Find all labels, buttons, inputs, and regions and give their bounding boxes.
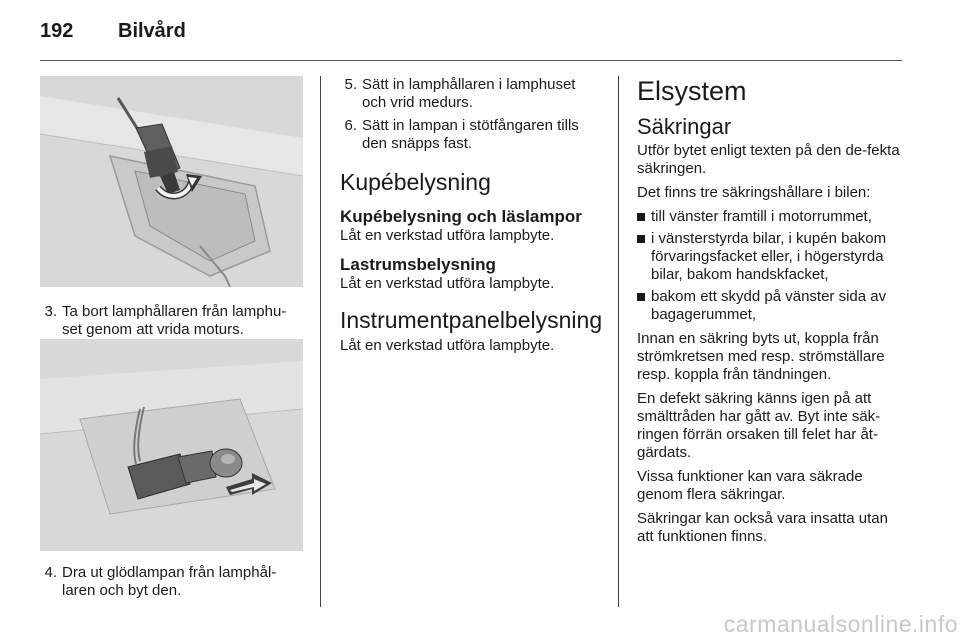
paragraph: Det finns tre säkringshållare i bilen: — [637, 184, 871, 201]
block-kupe-lasl — [340, 207, 602, 245]
step-number: 5. — [344, 76, 357, 93]
block-lastrum — [340, 255, 602, 293]
step-text: Dra ut glödlampan från lamphål-laren och byt den. — [62, 564, 277, 599]
list-item: bakom ett skydd på vänster sida av bagagerummet, — [637, 288, 902, 324]
step-text: Sätt in lamphållaren i lamphuset och vrid medurs. — [362, 76, 576, 111]
figure-lamp-holder-removal — [40, 76, 303, 287]
step-number: 4. — [44, 564, 57, 581]
step-5 — [340, 76, 602, 112]
step-text: Sätt in lampan i stötfångaren tills den snäpps fast. — [362, 117, 579, 152]
right-column — [637, 76, 902, 552]
paragraph: Låt en verkstad utföra lampbyte. — [340, 337, 555, 354]
subheading-kupebelysning-laslampor: Kupébelysning och läslampor — [340, 207, 582, 226]
paragraph: Innan en säkring byts ut, koppla från strömkretsen med resp. strömställare resp. koppla från tändningen. — [637, 330, 885, 383]
paragraph: En defekt säkring känns igen på att smälttråden har gått av. Byt inte säk-ringen förrän orsaken till felet har åt-gärdats. — [637, 390, 881, 461]
column-divider-1 — [320, 76, 321, 607]
list-item: till vänster framtill i motorrummet, — [637, 208, 902, 226]
section-title: Bilvård — [118, 20, 186, 42]
step-number: 3. — [44, 303, 57, 320]
step-6 — [340, 117, 602, 153]
middle-column — [340, 76, 602, 355]
bullet-square-icon — [637, 208, 651, 226]
figure-bulb-removal — [40, 339, 303, 551]
page-header — [40, 20, 186, 46]
bulb-illustration — [40, 339, 303, 551]
paragraph: Vissa funktioner kan vara säkrade genom flera säkringar. — [637, 468, 863, 503]
list-item: i vänsterstyrda bilar, i kupén bakom förvaringsfacket eller, i högerstyrda bilar, bakom handskfacket, — [637, 230, 902, 284]
heading-instrumentpanelbelysning: Instrumentpanelbelysning — [340, 307, 603, 333]
step-text: Ta bort lamphållaren från lamphu-set genom att vrida moturs. — [62, 303, 287, 338]
paragraph: Låt en verkstad utföra lampbyte. — [340, 227, 555, 244]
bullet-square-icon — [637, 288, 651, 324]
watermark: carmanualsonline.info — [723, 611, 958, 637]
subheading-lastrumsbelysning: Lastrumsbelysning — [340, 255, 496, 274]
heading-kupebelysning: Kupébelysning — [340, 169, 491, 195]
bullet-square-icon — [637, 230, 651, 284]
fuse-holder-list — [637, 208, 902, 324]
lamp-holder-illustration — [40, 76, 303, 287]
paragraph: Utför bytet enligt texten på den de-fekta säkringen. — [637, 142, 900, 177]
heading-sakringar: Säkringar — [637, 114, 732, 139]
header-rule — [40, 60, 902, 61]
paragraph: Säkringar kan också vara insatta utan att funktionen finns. — [637, 510, 888, 545]
step-4 — [40, 564, 303, 600]
step-3 — [40, 303, 303, 339]
page-number: 192 — [40, 20, 74, 42]
left-column — [40, 76, 303, 599]
paragraph: Låt en verkstad utföra lampbyte. — [340, 275, 555, 292]
step-number: 6. — [344, 117, 357, 134]
heading-elsystem: Elsystem — [637, 76, 747, 106]
column-divider-2 — [618, 76, 619, 607]
